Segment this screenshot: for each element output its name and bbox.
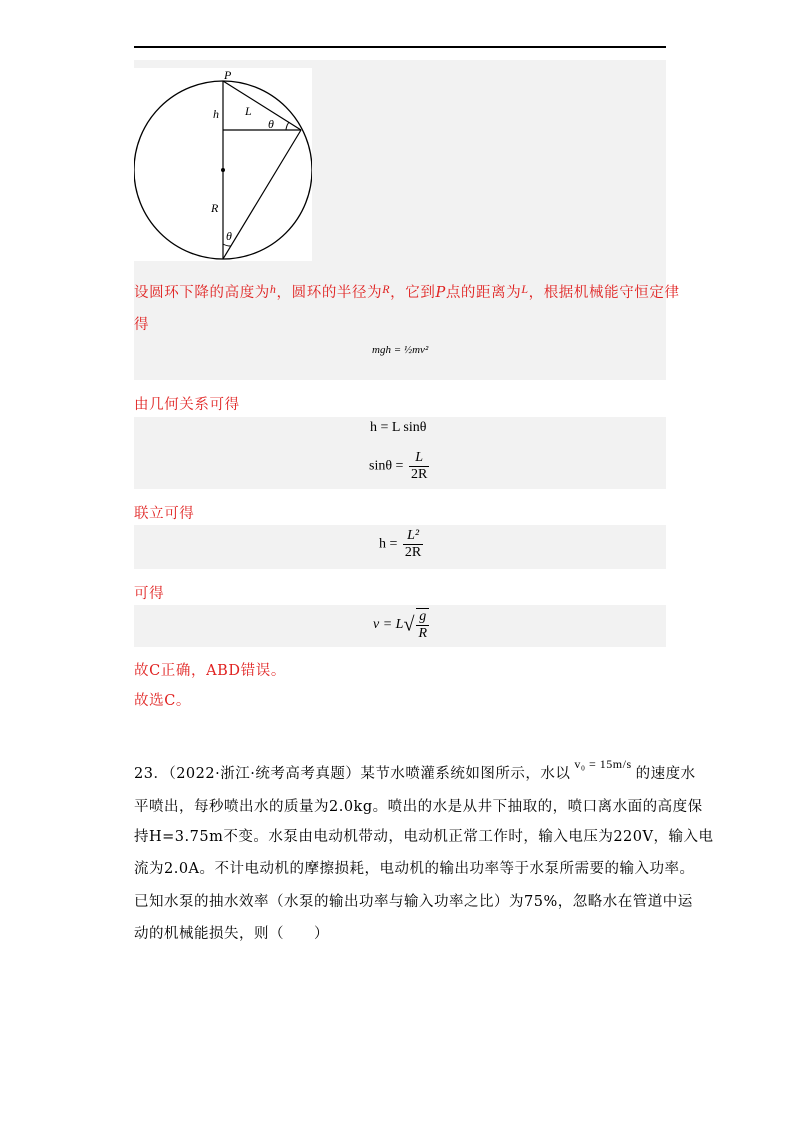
- equation-energy: mgh = ½mv²: [372, 344, 429, 356]
- initial-velocity: v₀ = 15m/s: [574, 757, 632, 771]
- question-23-line-6: 动的机械能损失，则（ ）: [134, 926, 329, 942]
- label-R: R: [211, 201, 219, 215]
- question-23-line-2: 平喷出，每秒喷出水的质量为2.0kg。喷出的水是从井下抽取的，喷口离水面的高度保: [134, 799, 703, 815]
- result-label: 可得: [134, 586, 165, 602]
- geometry-label: 由几何关系可得: [134, 397, 240, 413]
- chord-to-bottom: [223, 130, 301, 259]
- circle-diagram: [134, 68, 312, 261]
- label-theta-top: θ: [268, 117, 274, 131]
- chord-L: [223, 81, 301, 130]
- theta-arc-bottom: [223, 244, 231, 246]
- combine-label: 联立可得: [134, 506, 195, 522]
- label-h: h: [213, 107, 219, 121]
- theta-arc-top: [286, 122, 289, 130]
- label-L: L: [245, 104, 252, 118]
- solution-intro-line-2: 得: [134, 317, 150, 333]
- question-23-line-1: 23．（2022·浙江·统考高考真题）某节水喷灌系统如图所示，水以$^{v_0 = 15m/s}$的速度水: [134, 757, 696, 782]
- conclusion-line-1: 故C正确，ABD错误。: [134, 663, 286, 679]
- conclusion-line-2: 故选C。: [134, 693, 191, 709]
- label-theta-bottom: θ: [226, 229, 232, 243]
- question-23-line-3: 持H=3.75m不变。水泵由电动机带动，电动机正常工作时，输入电压为220V，输入电: [134, 829, 714, 845]
- header-rule: [134, 46, 666, 48]
- center-dot: [221, 168, 225, 172]
- question-23-line-4: 流为2.0A。不计电动机的摩擦损耗，电动机的输出功率等于水泵所需要的输入功率。: [134, 861, 695, 877]
- equation-h-result: h = $\frac{\text{L²}}{2R}$: [379, 528, 422, 560]
- equation-velocity: v = L√ $\frac{g}{R}$: [373, 609, 427, 641]
- equation-sin-theta: sinθ = $\frac{L}{2R}$: [369, 450, 428, 482]
- circle-figure: [134, 68, 312, 261]
- equation-h-L-sin: h = L sinθ: [370, 420, 427, 435]
- solution-intro-line: 设圆环下降的高度为$^h$，圆环的半径为$^R$，它到P点的距离为$^L$，根据机械能守恒定律: [134, 282, 680, 301]
- question-23-line-5: 已知水泵的抽水效率（水泵的输出功率与输入功率之比）为75%，忽略水在管道中运: [134, 894, 693, 910]
- label-P: P: [224, 68, 232, 82]
